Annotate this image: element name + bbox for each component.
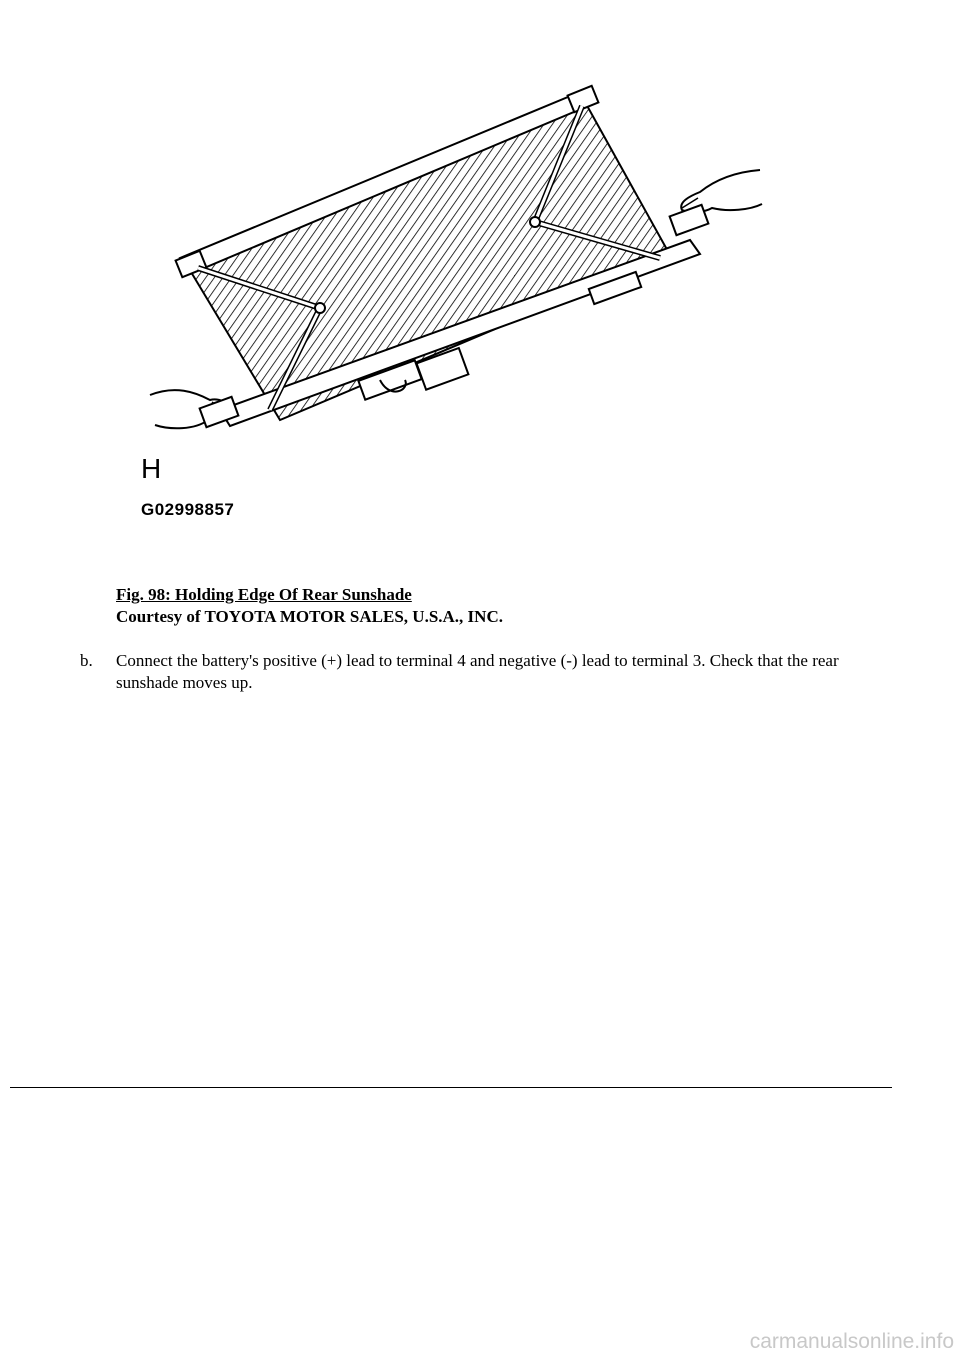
figure-view-letter: H bbox=[141, 453, 162, 484]
watermark: carmanualsonline.info bbox=[749, 1330, 954, 1353]
figure-code: G02998857 bbox=[141, 500, 235, 519]
sunshade-illustration bbox=[130, 80, 780, 530]
procedure-step bbox=[80, 650, 880, 694]
figure-caption bbox=[116, 584, 503, 628]
figure-caption-title: Fig. 98: Holding Edge Of Rear Sunshade bbox=[116, 585, 412, 604]
step-marker: b. bbox=[80, 651, 93, 670]
figure-caption-courtesy: Courtesy of TOYOTA MOTOR SALES, U.S.A., INC. bbox=[116, 607, 503, 626]
step-text: Connect the battery's positive (+) lead to terminal 4 and negative (-) lead to terminal 3. Check that the rear sunshade moves up. bbox=[116, 651, 839, 692]
footer-divider bbox=[10, 1087, 892, 1088]
